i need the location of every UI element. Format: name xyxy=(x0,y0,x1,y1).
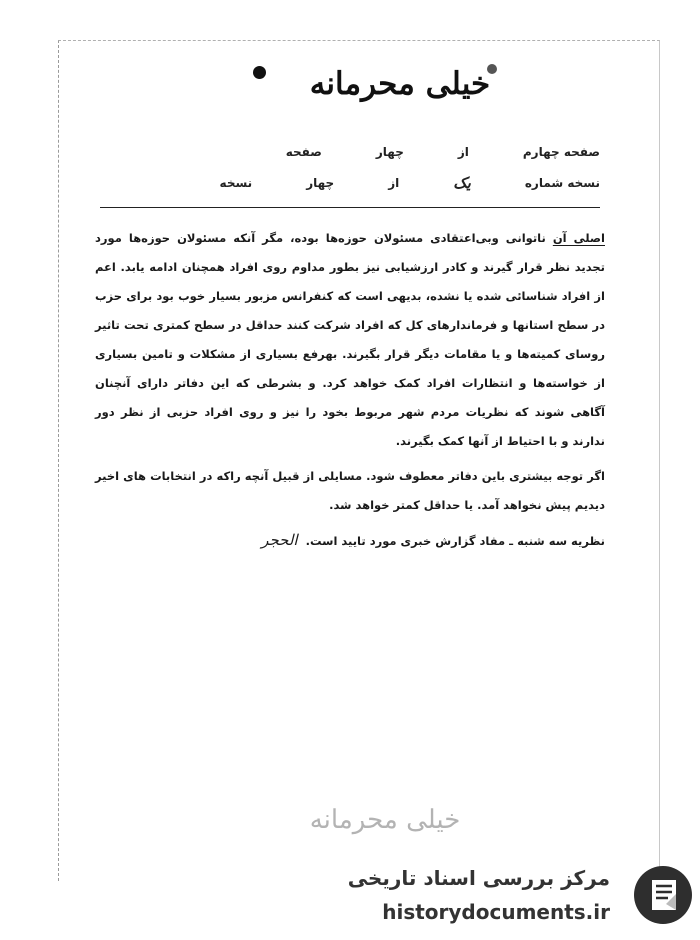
punch-hole xyxy=(253,66,266,79)
handwritten-signature: الحجر xyxy=(261,531,298,549)
copy-of: از xyxy=(388,176,400,190)
page-total: چهار xyxy=(375,145,404,159)
header-divider xyxy=(100,207,600,208)
paragraph xyxy=(95,526,605,556)
document-body xyxy=(95,224,605,556)
copy-total: چهار xyxy=(306,176,335,190)
paragraph-text: نظریه سه شنبه ـ مفاد گزارش خبری مورد تایید است. xyxy=(305,534,605,548)
classification-header: خیلی محرمانه xyxy=(309,66,491,102)
paragraph-lead: اصلی آن xyxy=(552,231,605,245)
paragraph: اگر توجه بیشتری باین دفاتر معطوف شود. مسایلی از قبیل آنچه راکه در انتخابات های اخیر دیدیم پیش نخواهد آمد. یا حداقل کمتر خواهد شد. xyxy=(95,469,605,512)
watermark-url: historydocuments.ir xyxy=(382,900,610,924)
copy-unit: نسخه xyxy=(219,176,253,190)
page-info xyxy=(286,145,600,159)
page-label: صفحه چهارم xyxy=(522,145,600,159)
copy-label: نسخه شماره xyxy=(524,176,600,190)
watermark-title: مرکز بررسی اسناد تاریخی xyxy=(347,866,610,890)
archive-watermark xyxy=(347,860,700,940)
copy-info xyxy=(220,176,600,194)
page-unit: صفحه xyxy=(285,145,322,159)
paragraph-text: ناتوانی وبی‌اعتقادی مسئولان حوزه‌ها بوده، مگر آنکه مسئولان حوزه‌ها مورد تجدید نظر قرار گیرند و کادر ارزشیابی نیز بطور مداوم روی افراد همچنان ادامه یابد. اعم از افراد شناسائی شده یا نشده، بدیهی است که کنفرانس مزبور بسیار خوب بود برای حزب در سطح استانها و فرماندارهای کل که افراد شرکت کنند حداقل در سطح کمتری تحت تاثیر روسای کمیته‌ها و یا مقامات دیگر قرار بگیرند. بهرفع بسیاری از مشکلات و تامین بسیاری از خواسته‌ها و انتظارات افراد کمک خواهد کرد. و بشرطی که این دفاتر دارای آنچنان آگاهی شوند که نظریات مردم شهر مربوط بخود را نیز و روی افراد حزبی از نظر دور ندارند و با احتیاط از آنها کمک بگیرند. xyxy=(95,231,605,448)
archive-logo-icon xyxy=(632,864,694,926)
page-of: از xyxy=(457,145,469,159)
classification-stamp: خیلی محرمانه xyxy=(309,805,461,835)
copy-number: یک xyxy=(453,174,471,192)
paragraph xyxy=(95,224,605,456)
